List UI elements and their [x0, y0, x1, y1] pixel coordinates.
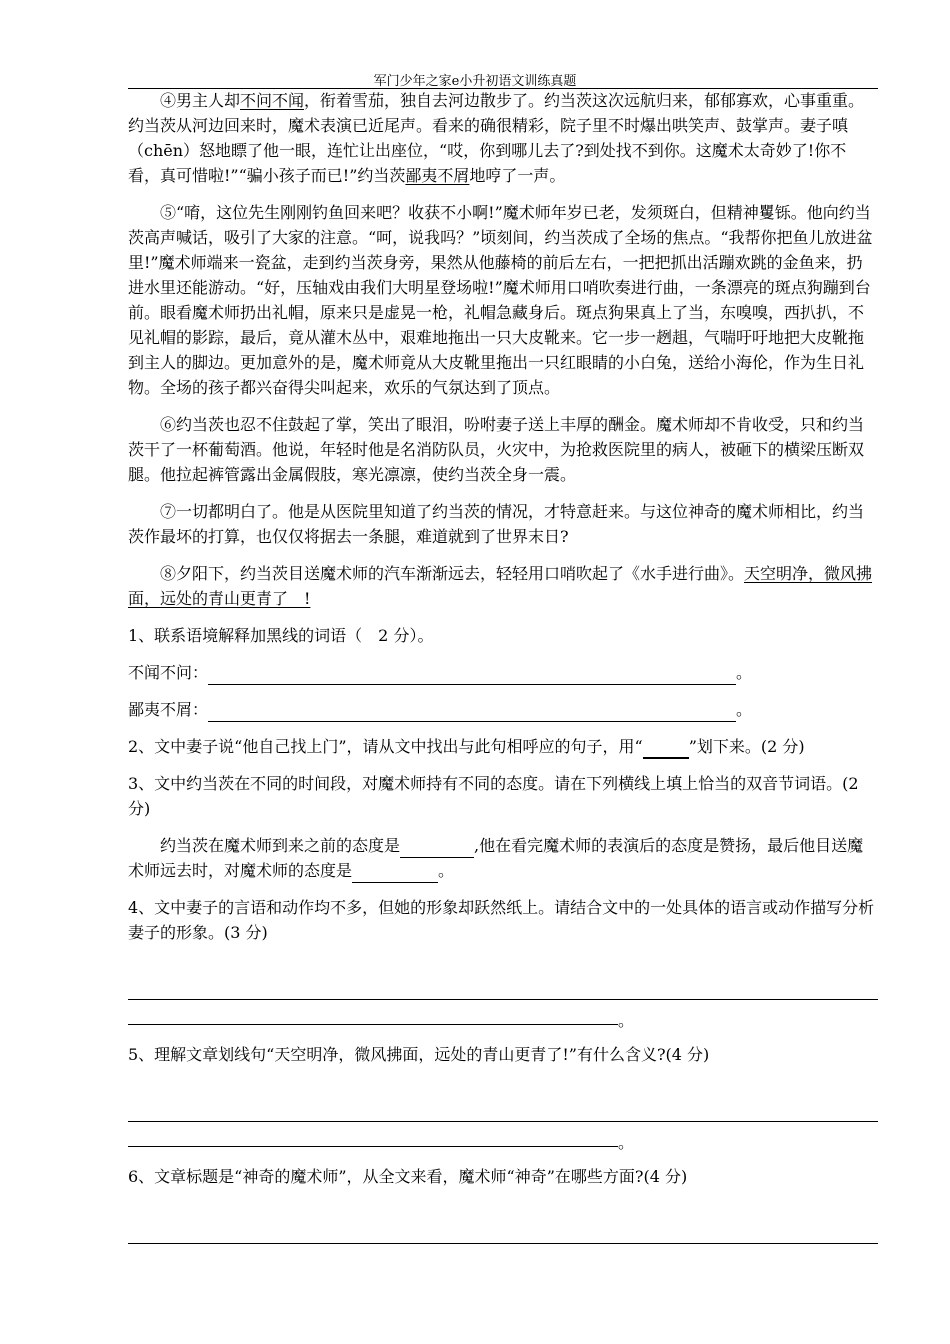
paragraph-6: ⑥约当茨也忍不住鼓起了掌，笑出了眼泪，吩咐妻子送上丰厚的酬金。魔术师却不肯收受，只和约当茨干了一杯葡萄酒。他说，年轻时他是名消防队员，火灾中，为抢救医院里的病人，被砸下的横梁压断双腿。他拉起裤管露出金属假肢，寒光凛凛，使约当茨全身一震。	[128, 415, 865, 484]
q3-text-b: ,他在看完魔术师的表演后的态度是赞扬，最后他目送魔术师远去时，对魔术师的态度是	[128, 836, 864, 880]
q4-answer-line-1[interactable]	[128, 975, 878, 1000]
question-1-item-2	[128, 697, 878, 722]
question-6: 6、文章标题是“神奇的魔术师”，从全文来看，魔术师“神奇”在哪些方面?(4 分)	[128, 1167, 688, 1186]
q1-item1-end: 。	[736, 663, 753, 682]
q3-text-c: 。	[438, 861, 455, 880]
q1-answer-line-2[interactable]	[208, 703, 736, 722]
q1-item2-label: 鄙夷不屑：	[128, 700, 209, 719]
p4-text-a: ④男主人却	[160, 91, 241, 110]
underlined-term-2: 鄙夷不屑	[405, 166, 470, 185]
p4-text-c: 地哼了一声。	[469, 166, 566, 185]
q3-answer-blank-2[interactable]	[352, 864, 438, 883]
question-2	[128, 734, 878, 759]
question-4: 4、文中妻子的言语和动作均不多，但她的形象却跃然纸上。请结合文中的一处具体的语言或动作描写分析妻子的形象。(3 分)	[128, 898, 875, 942]
q4-end-mark: 。	[618, 1011, 635, 1030]
q4-answer-line-2[interactable]	[128, 1000, 618, 1025]
q1-item2-end: 。	[736, 700, 753, 719]
question-5: 5、理解文章划线句“天空明净，微风拂面，远处的青山更青了!”有什么含义?(4 分)	[128, 1045, 710, 1064]
underlined-sentence: 天空明净，微风拂面，远处的青山更青了 !	[128, 564, 873, 608]
q2-text-a: 2、文中妻子说“他自己找上门”，请从文中找出与此句相呼应的句子，用“	[128, 737, 643, 756]
q2-underline-sample	[643, 741, 689, 759]
p4-text-b: ，衔着雪茄，独自去河边散步了。约当茨这次远航归来，郁郁寡欢，心事重重。约当茨从河边回来时，魔术表演已近尾声。看来的确很精彩，院子里不时爆出哄笑声、鼓掌声。妻子嗔（chēn）怒地瞟了他一眼，连忙让出座位，“哎，你到哪儿去了?到处找不到你。这魔术太奇妙了!你不看，真可惜啦!”“骗小孩子而已!”约当茨	[128, 91, 865, 185]
q3-answer-blank-1[interactable]	[400, 839, 474, 858]
q1-answer-line-1[interactable]	[208, 666, 736, 685]
q1-item1-label: 不闻不问：	[128, 663, 209, 682]
q5-answer-line-2[interactable]	[128, 1122, 618, 1147]
paragraph-8	[128, 561, 878, 611]
document-body	[128, 88, 878, 1244]
q4-answer-row-2	[128, 1000, 878, 1028]
underlined-term-1: 不问不闻	[240, 91, 305, 110]
q5-end-mark: 。	[618, 1133, 635, 1152]
q5-answer-line-1[interactable]	[128, 1097, 878, 1122]
p8-text: ⑧夕阳下，约当茨目送魔术师的汽车渐渐远去，轻轻用口哨吹起了《水手进行曲》。	[160, 564, 745, 583]
q2-text-b: ”划下来。(2 分)	[688, 737, 805, 756]
question-1: 1、联系语境解释加黑线的词语（ 2 分）。	[128, 626, 434, 645]
question-3: 3、文中约当茨在不同的时间段，对魔术师持有不同的态度。请在下列横线上填上恰当的双音节词语。(2 分)	[128, 774, 859, 818]
paragraph-5: ⑤“唷，这位先生刚刚钓鱼回来吧？收获不小啊!”魔术师年岁已老，发须斑白，但精神矍铄。他向约当茨高声喊话，吸引了大家的注意。“呵，说我吗？”顷刻间，约当茨成了全场的焦点。“我帮你把鱼儿放进盆里!”魔术师端来一瓷盆，走到约当茨身旁，果然从他藤椅的前后左右，一把把抓出活蹦欢跳的金鱼来，扔进水里还能游动。“好，压轴戏由我们大明星登场啦!”魔术师用口哨吹奏进行曲，一条漂亮的斑点狗蹦到台前。眼看魔术师扔出礼帽，原来只是虚晃一枪，礼帽急藏身后。斑点狗果真上了当，东嗅嗅，西扒扒，不见礼帽的影踪，最后，竟从灌木丛中，艰难地拖出一只大皮靴来。它一步一趔趄，气喘吁吁地把大皮靴拖到主人的脚边。更加意外的是，魔术师竟从大皮靴里拖出一只红眼睛的小白兔，送给小海伦，作为生日礼物。全场的孩子都兴奋得尖叫起来，欢乐的气氛达到了顶点。	[128, 203, 873, 397]
paragraph-4	[128, 88, 878, 188]
q5-answer-row-2	[128, 1122, 878, 1150]
question-3-fill	[128, 833, 878, 883]
page-header: 军门少年之家e小升初语文训练真题	[373, 74, 577, 89]
q6-answer-line-1[interactable]	[128, 1219, 878, 1244]
q3-text-a: 约当茨在魔术师到来之前的态度是	[160, 836, 401, 855]
paragraph-7: ⑦一切都明白了。他是从医院里知道了约当茨的情况，才特意赶来。与这位神奇的魔术师相比，约当茨作最坏的打算，也仅仅将据去一条腿，难道就到了世界末日?	[128, 502, 865, 546]
question-1-item-1	[128, 660, 878, 685]
